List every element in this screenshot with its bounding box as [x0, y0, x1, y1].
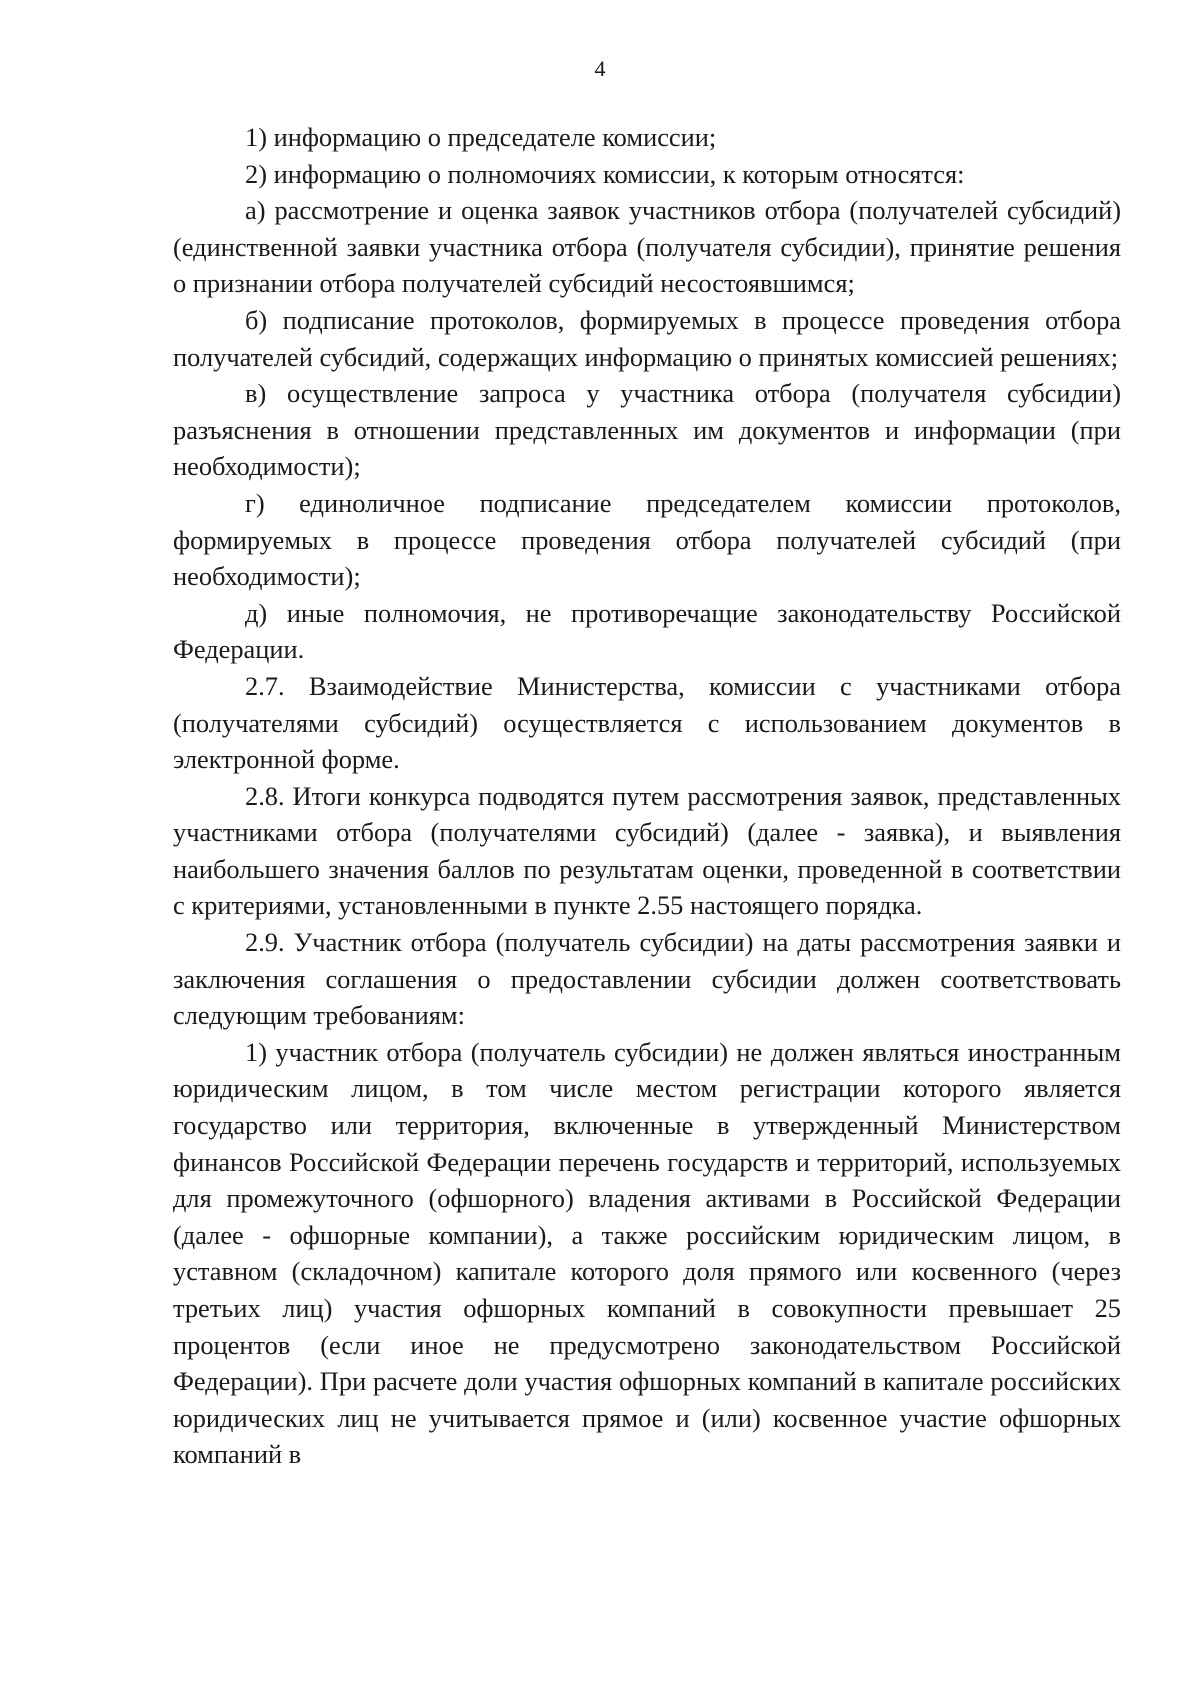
paragraph-commission-powers: 2) информацию о полномочиях комиссии, к которым относятся:: [245, 158, 965, 189]
page-number: 4: [594, 56, 606, 81]
paragraph-2-8: 2.8. Итоги конкурса подводятся путем рассмотрения заявок, представленных участниками отбора (получателями субсидий) (далее - заявка), и выявления наибольшего значения баллов по результатам оценки, проведенной в соответствии с критериями, установленными в пункте 2.55 настоящего порядка.: [173, 780, 1121, 921]
paragraph-power-d: д) иные полномочия, не противоречащие законодательству Российской Федерации.: [173, 597, 1121, 665]
paragraph-requirement-1: 1) участник отбора (получатель субсидии) не должен являться иностранным юридическим лицом, в том числе местом регистрации которого является государство или территория, включенные в утвержденный Министерством финансов Российской Федерации перечень государств и территорий, используемых для промежуточного (офшорного) владения активами в Российской Федерации (далее - офшорные компании), а также российским юридическим лицом, в уставном (складочном) капитале которого доля прямого или косвенного (через третьих лиц) участия офшорных компаний в совокупности превышает 25 процентов (если иное не предусмотрено законодательством Российской Федерации). При расчете доли участия офшорных компаний в капитале российских юридических лиц не учитывается прямое и (или) косвенное участие офшорных компаний в: [173, 1036, 1121, 1470]
document-body: [173, 119, 1121, 1473]
paragraph-2-9: 2.9. Участник отбора (получатель субсидии) на даты рассмотрения заявки и заключения соглашения о предоставлении субсидии должен соответствовать следующим требованиям:: [173, 927, 1121, 1031]
paragraph-power-g: г) единоличное подписание председателем комиссии протоколов, формируемых в процессе проведения отбора получателей субсидий (при необходимости);: [173, 487, 1121, 592]
paragraph-2-7: 2.7. Взаимодействие Министерства, комиссии с участниками отбора (получателями субсидий) осуществляется с использованием документов в электронной форме.: [173, 670, 1121, 775]
paragraph-chairman-info: 1) информацию о председателе комиссии;: [245, 122, 717, 152]
paragraph-power-v: в) осуществление запроса у участника отбора (получателя субсидии) разъяснения в отношении представленных им документов и информации (при необходимости);: [173, 378, 1121, 482]
paragraph-power-b: б) подписание протоколов, формируемых в процессе проведения отбора получателей субсидий, содержащих информацию о принятых комиссией решениях;: [173, 304, 1121, 372]
paragraph-power-a: а) рассмотрение и оценка заявок участников отбора (получателей субсидий) (единственной заявки участника отбора (получателя субсидии), принятие решения о признании отбора получателей субсидий несостоявшимся;: [173, 195, 1121, 299]
